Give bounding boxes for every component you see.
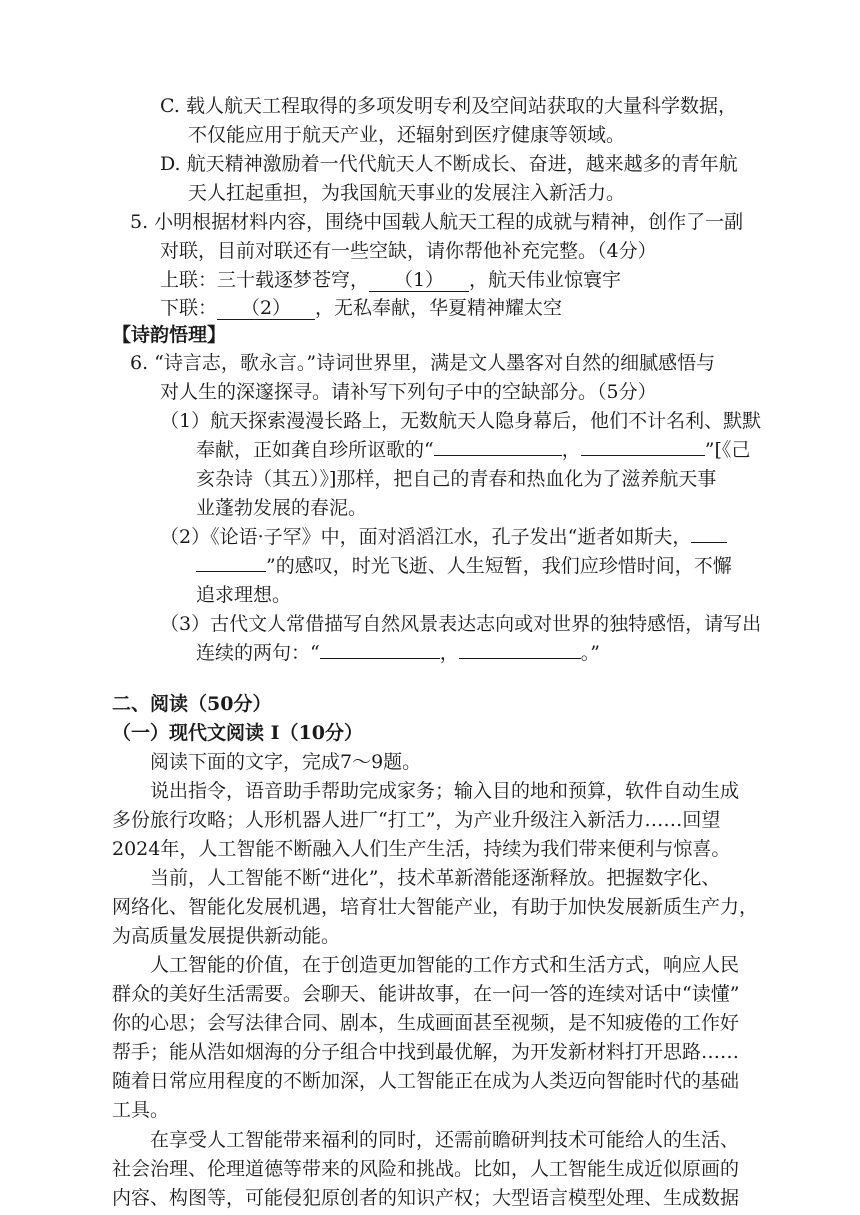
passage-para3-line2: 群众的美好生活需要。会聊天、能讲故事，在一问一答的连续对话中“读懂” — [112, 983, 740, 1005]
passage-para3-line3: 你的心思；会写法律合同、剧本，生成画面甚至视频，是不知疲倦的工作好 — [112, 1012, 740, 1034]
q5-prompt-line2: 对联，目前对联还有一些空缺，请你帮他补充完整。（4分） — [160, 240, 657, 262]
q4-option-d-line2: 天人扛起重担，为我国航天事业的发展注入新活力。 — [188, 182, 626, 204]
q6-part3-line1: （3）古代文人常借描写自然风景表达志向或对世界的独特感悟，请写出 — [160, 613, 762, 635]
passage-para4-line1: 在享受人工智能带来福利的同时，还需前瞻研判技术可能给人的生活、 — [150, 1129, 740, 1151]
reading-section-title: 二、阅读（50分） — [112, 693, 272, 715]
q5-lower-label: 下联： — [160, 297, 218, 319]
q6-part3-blank-a — [320, 657, 440, 659]
passage-para4-line2: 社会治理、伦理道德等带来的风险和挑战。比如，人工智能生成近似原画的 — [112, 1158, 740, 1180]
q6-part1-line2 — [196, 441, 750, 460]
passage-para3-line5: 随着日常应用程度的不断加深，人工智能正在成为人类迈向智能时代的基础 — [112, 1070, 740, 1092]
q6-part1-text-b: ， — [561, 439, 581, 461]
q6-part1-blank-a — [434, 454, 562, 456]
q5-lower-couplet — [160, 299, 562, 320]
passage-para2-line3: 为高质量发展提供新动能。 — [112, 925, 341, 947]
q5-upper-tail: ，航天伟业惊寰宇 — [469, 269, 622, 291]
q4-option-d-line1: D. 航天精神激励着一代代航天人不断成长、奋进，越来越多的青年航 — [160, 153, 738, 175]
q6-part2-line1 — [160, 528, 727, 547]
q6-part2-text-a: （2）《论语·子罕》中，面对滔滔江水，孔子发出“逝者如斯夫， — [160, 526, 692, 548]
q6-part3-blank-b — [459, 657, 581, 659]
q5-lower-tail: ，无私奉献，华夏精神耀太空 — [315, 297, 563, 319]
reading-subsection-title: （一）现代文阅读 I（10分） — [112, 722, 363, 744]
q4-option-c-line1: C. 载人航天工程取得的多项发明专利及空间站获取的大量科学数据， — [160, 95, 737, 117]
q6-part2-text-b: ”的感叹，时光飞逝、人生短暂，我们应珍惜时间，不懈 — [266, 555, 732, 577]
passage-para1-line1: 说出指令，语音助手帮助完成家务；输入目的地和预算，软件自动生成 — [150, 780, 740, 802]
q5-prompt-line1: 5. 小明根据材料内容，围绕中国载人航天工程的成就与精神，创作了一副 — [130, 211, 744, 233]
q6-part1-line3: 亥杂诗（其五）》]那样，把自己的青春和热血化为了滋养航天事 — [196, 468, 717, 490]
reading-instruction: 阅读下面的文字，完成7～9题。 — [150, 751, 422, 773]
passage-para2-line1: 当前，人工智能不断“进化”，技术革新潜能逐渐释放。把握数字化、 — [150, 867, 721, 889]
q6-part1-text-a: 奉献，正如龚自珍所讴歌的“ — [196, 439, 434, 461]
q6-part2-line2 — [196, 557, 732, 576]
q4-option-c-line2: 不仅能应用于航天产业，还辐射到医疗健康等领域。 — [188, 124, 626, 146]
poetry-section-heading: 【诗韵悟理】 — [112, 324, 227, 346]
passage-para2-line2: 网络化、智能化发展机遇，培育壮大智能产业，有助于加快发展新质生产力， — [112, 896, 759, 918]
q5-upper-label: 上联：三十载逐梦苍穹， — [160, 269, 370, 291]
q6-prompt-line2: 对人生的深邃探寻。请补写下列句子中的空缺部分。（5分） — [160, 381, 657, 403]
q6-part1-text-c: ”[《己 — [704, 439, 751, 461]
q6-part3-text-b: ， — [439, 642, 459, 664]
passage-para3-line6: 工具。 — [112, 1099, 170, 1121]
passage-para1-line3: 2024年，人工智能不断融入人们生产生活，持续为我们带来便利与惊喜。 — [112, 838, 731, 860]
q5-upper-couplet — [160, 271, 621, 292]
q6-prompt-line1: 6. “诗言志，歌永言。”诗词世界里，满是文人墨客对自然的细腻感悟与 — [130, 352, 716, 374]
q5-blank-1: （1） — [369, 271, 469, 292]
q6-part2-blank-start — [691, 541, 727, 543]
q6-part3-line2 — [196, 644, 600, 663]
passage-para1-line2: 多份旅行攻略；人形机器人进厂“打工”，为产业升级注入新活力……回望 — [112, 809, 721, 831]
q6-part3-text-a: 连续的两句：“ — [196, 642, 320, 664]
q6-part1-blank-b — [581, 454, 705, 456]
q6-part1-line1: （1）航天探索漫漫长路上，无数航天人隐身幕后，他们不计名利、默默 — [160, 410, 762, 432]
q6-part2-line3: 追求理想。 — [196, 584, 292, 606]
passage-para4-line3: 内容、构图等，可能侵犯原创者的知识产权；大型语言模型处理、生成数据 — [112, 1187, 740, 1209]
q6-part2-blank-end — [196, 570, 266, 572]
passage-para3-line1: 人工智能的价值，在于创造更加智能的工作方式和生活方式，响应人民 — [150, 954, 740, 976]
q6-part3-text-c: 。” — [580, 642, 600, 664]
q6-part1-line4: 业蓬勃发展的春泥。 — [196, 497, 368, 519]
passage-para3-line4: 帮手；能从浩如烟海的分子组合中找到最优解，为开发新材料打开思路…… — [112, 1041, 740, 1063]
q5-blank-2: （2） — [217, 299, 315, 320]
